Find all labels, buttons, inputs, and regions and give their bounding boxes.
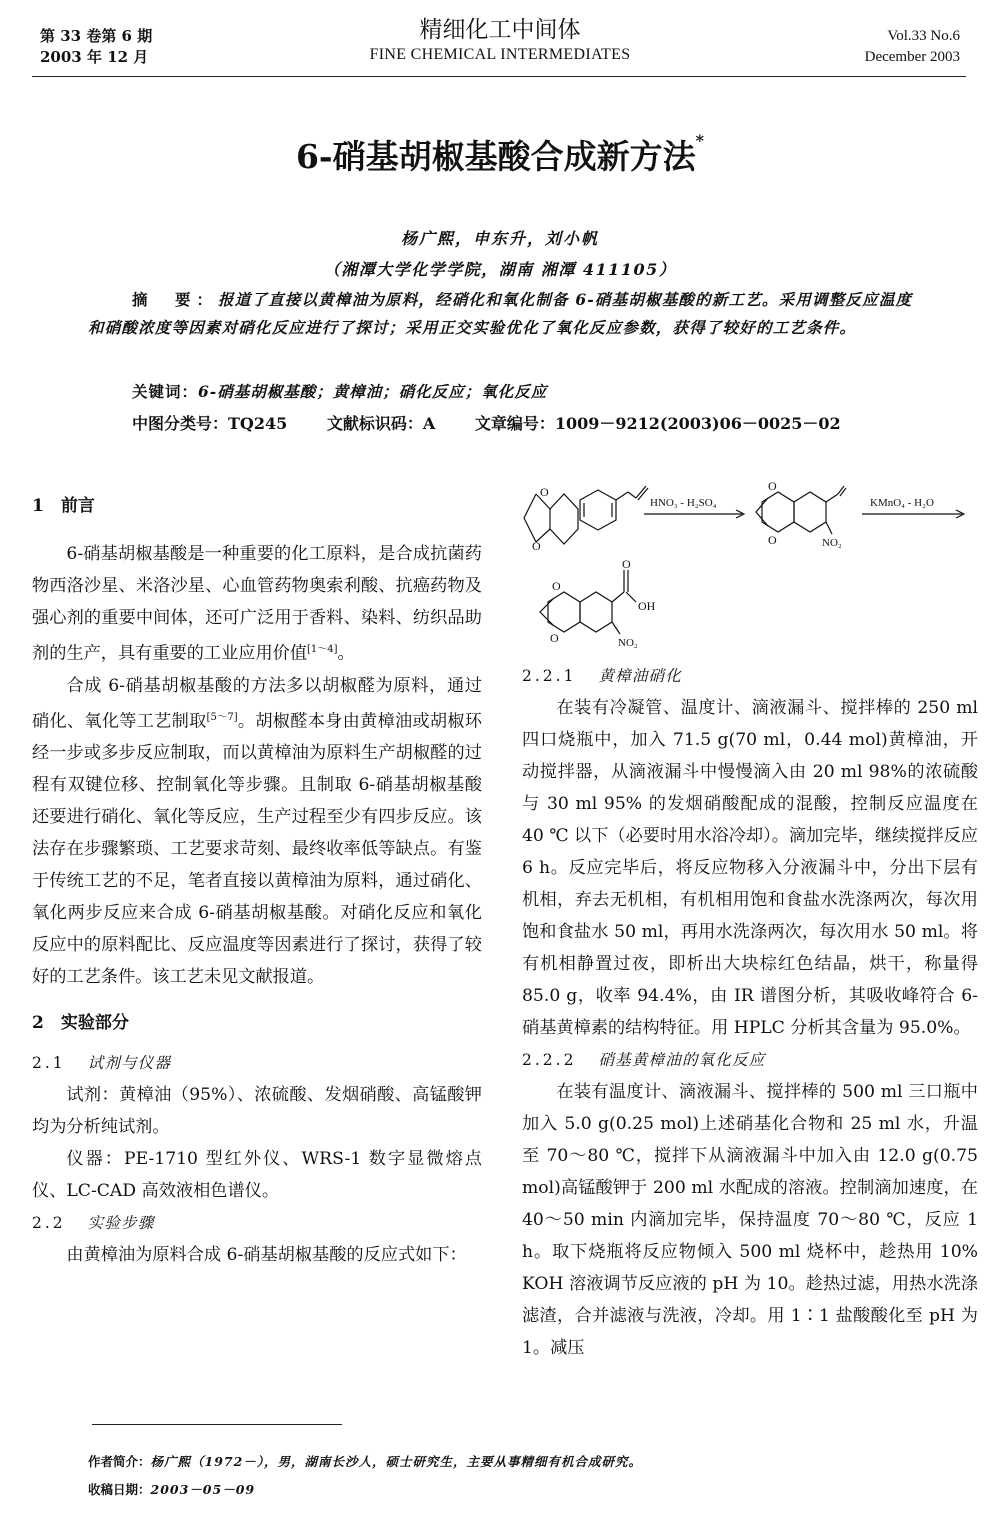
oxidation-paragraph: 在装有温度计、滴液漏斗、搅拌棒的 500 ml 三口瓶中加入 5.0 g(0.25 mol)上述硝基化合物和 25 ml 水，升温至 70～80 ℃，搅拌下从滴液漏斗中加入由 12.0 g(0.75 mol)高锰酸钾于 200 ml 水配成的溶液。控制滴加速度，在 40～50 min 内滴加完毕，保持温度 70～80 ℃，反应 1 h。取下烧瓶将反应物倾入 500 ml 烧杯中，趁热用 10% KOH 溶液调节反应液的 pH 为 10。趁热过滤，用热水洗涤滤渣，合并滤液与洗液，冷却。用 1∶1 盐酸酸化至 pH 为 1。减压 — [522, 1082, 978, 1358]
abstract-text: 报道了直接以黄樟油为原料，经硝化和氧化制备 6-硝基胡椒基酸的新工艺。采用调整反应温度和硝酸浓度等因素对硝化反应进行了探讨；采用正交实验优化了氧化反应参数，获得了较好的工艺条件。 — [88, 290, 913, 337]
citation-1-4: [1～4] — [307, 644, 338, 655]
header-volume-cn — [40, 26, 152, 68]
citation-5-7: [5～7] — [206, 711, 238, 723]
section-2-1-heading: 2.1 试剂与仪器 — [32, 1054, 172, 1073]
header-date-cn: 2003 年 12 月 — [40, 48, 149, 66]
header-volume-en — [865, 26, 960, 68]
abstract-label: 摘 要： — [132, 290, 219, 309]
keywords-text: 6-硝基胡椒基酸；黄樟油；硝化反应；氧化反应 — [198, 382, 548, 401]
nitrosafrole-structure — [756, 486, 846, 534]
section-2-2-2-heading: 2.2.2 硝基黄樟油的氧化反应 — [522, 1051, 766, 1069]
reaction-scheme — [522, 474, 978, 664]
oxygen-label-4: O — [768, 533, 777, 547]
oxygen-label-1: O — [540, 485, 549, 499]
paper-title-text: 6-硝基胡椒基酸合成新方法 — [295, 137, 696, 176]
hydroxyl-label: OH — [638, 599, 656, 613]
reagent-nitration: HNO₃ - H₂SO₄ — [650, 497, 717, 509]
instruments-paragraph: 仪器：PE-1710 型红外仪、WRS-1 数字显微熔点仪、LC-CAD 高效液相色谱仪。 — [32, 1149, 482, 1202]
keywords — [132, 380, 547, 402]
oxygen-label-6: O — [550, 631, 559, 645]
footnote-divider — [92, 1424, 342, 1425]
nitration-paragraph: 在装有冷凝管、温度计、滴液漏斗、搅拌棒的 250 ml 四口烧瓶中，加入 71.5 g(70 ml，0.44 mol)黄樟油，开动搅拌器，从滴液漏斗中慢慢滴入由 20 ml 98%的浓硫酸与 30 ml 95% 的发烟硝酸配成的混酸，控制反应温度在 40 ℃ 以下（必要时用水浴冷却）。滴加完毕，继续搅拌反应 6 h。反应完毕后，将反应物移入分液漏斗中，分出下层有机相，弃去无机相，有机相用饱和食盐水洗涤两次，每次用饱和食盐水 50 ml，再用水洗涤两次，每次用水 50 ml。将有机相静置过夜，即析出大块棕红色结晶，烘干，称量得 85.0 g，收率 94.4%，由 IR 谱图分析，其吸收峰符合 6-硝基黄樟素的结构特征。用 HPLC 分析其含量为 95.0%。 — [522, 698, 978, 1038]
nitro-label-2: NO₂ — [618, 637, 638, 649]
oxygen-label-2: O — [532, 539, 541, 553]
section-2-2-heading: 2.2 实验步骤 — [32, 1214, 155, 1233]
intro-paragraph-1: 6-硝基胡椒基酸是一种重要的化工原料，是合成抗菌药物西洛沙星、米洛沙星、心血管药物奥索利酸、抗癌药物及强心剂的重要中间体，还可广泛用于香料、染料、纺织品助剂的生产，具有重要的工业应用价值[1～4]。 — [32, 544, 482, 664]
title-footnote-mark: * — [695, 131, 705, 150]
journal-name-en: FINE CHEMICAL INTERMEDIATES — [369, 46, 631, 63]
keywords-label: 关键词： — [132, 382, 199, 401]
author-bio: 作者简介：杨广熙（1972－），男，湖南长沙人，硕士研究生，主要从事精细有机合成研究。 — [88, 1454, 643, 1469]
carbonyl-oxygen-label: O — [622, 557, 631, 571]
classification-line — [132, 411, 865, 434]
right-column — [522, 660, 978, 1364]
clc-number: 中图分类号：TQ245 — [132, 414, 288, 433]
oxygen-label-5: O — [552, 579, 561, 593]
nitro-label-1: NO₂ — [822, 537, 842, 549]
authors: 杨广熙，申东升，刘小帆 — [400, 229, 599, 248]
oxygen-label-3: O — [768, 479, 777, 493]
left-column — [32, 490, 482, 1271]
header-volume-issue-cn: 第 33 卷第 6 期 — [40, 27, 153, 45]
article-number: 文章编号：1009－9212(2003)06－0025－02 — [474, 414, 841, 433]
document-code: 文献标识码：A — [326, 414, 436, 433]
section-2-2-1-heading: 2.2.1 黄樟油硝化 — [522, 667, 682, 685]
header-volume-issue-en: Vol.33 No.6 — [887, 28, 960, 44]
abstract — [88, 286, 918, 342]
section-2-heading: 2 实验部分 — [32, 1013, 129, 1034]
header-date-en: December 2003 — [864, 49, 960, 65]
paper-title — [0, 131, 1000, 178]
intro-paragraph-2: 合成 6-硝基胡椒基酸的方法多以胡椒醛为原料，通过硝化、氧化等工艺制取[5～7]。胡椒醛本身由黄樟油或胡椒环经一步或多步反应制取，而以黄樟油为原料生产胡椒醛的过程有双键位移、控制氧化等步骤。且制取 6-硝基胡椒基酸还要进行硝化、氧化等反应，生产过程至少有四步反应。该法存在步骤繁琐、工艺要求苛刻、最终收率低等缺点。有鉴于传统工艺的不足，笔者直接以黄樟油为原料，通过硝化、氧化两步反应来合成 6-硝基胡椒基酸。对硝化反应和氧化反应中的原料配比、反应温度等因素进行了探讨，获得了较好的工艺条件。该工艺未见文献报道。 — [32, 675, 482, 988]
reagent-oxidation: KMnO₄ - H₂O — [870, 497, 934, 509]
reagents-paragraph: 试剂：黄樟油（95%）、浓硫酸、发烟硝酸、高锰酸钾均为分析纯试剂。 — [32, 1085, 482, 1138]
journal-name — [300, 16, 700, 66]
scheme-intro-paragraph: 由黄樟油为原料合成 6-硝基胡椒基酸的反应式如下： — [66, 1245, 467, 1266]
header-divider — [32, 76, 966, 77]
section-1-heading: 1 前言 — [32, 496, 95, 516]
journal-name-cn: 精细化工中间体 — [419, 17, 581, 43]
received-date: 收稿日期：2003－05－09 — [88, 1482, 256, 1497]
affiliation: （湘潭大学化学学院，湖南 湘潭 411105） — [323, 260, 677, 279]
